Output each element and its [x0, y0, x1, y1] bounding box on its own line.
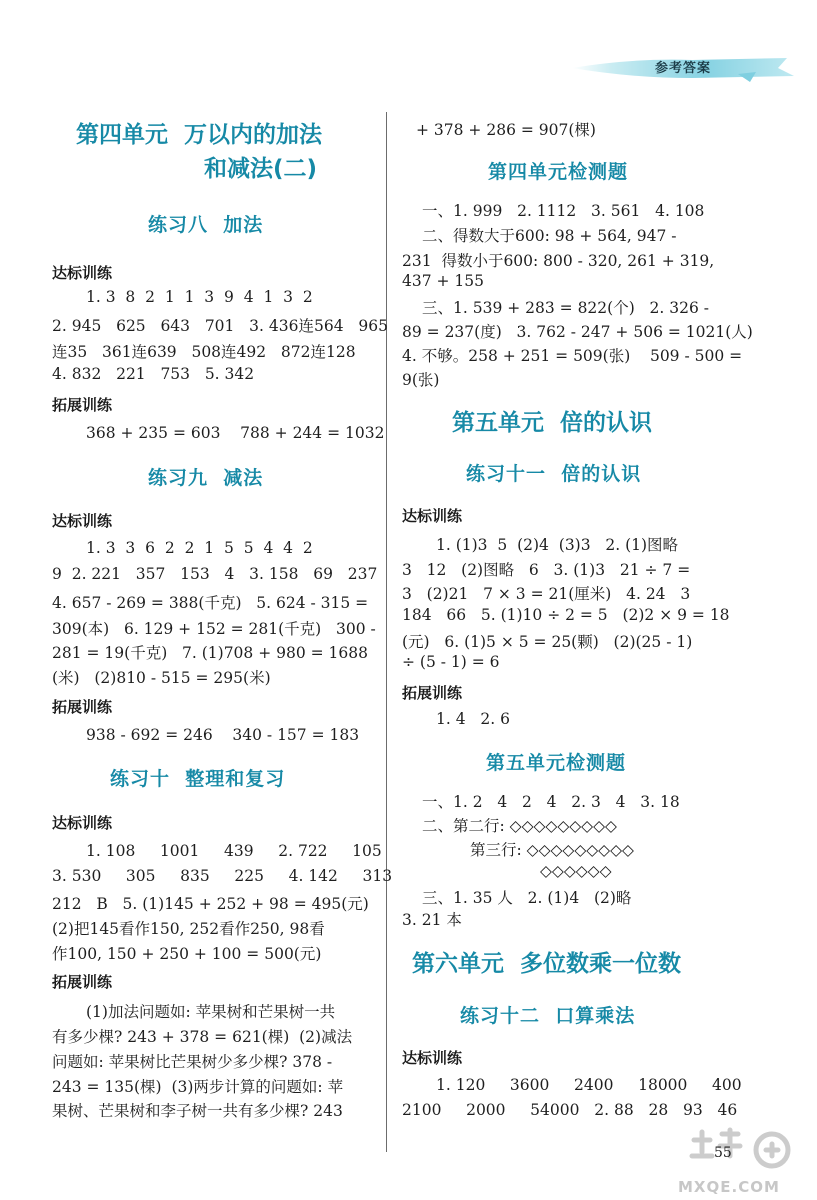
- watermark-url: MXQE.COM: [678, 1178, 780, 1196]
- ex11-basic-line: 3 12 (2)图略 6 3. (1)3 21 ÷ 7 =: [402, 561, 691, 579]
- banner-label: 参考答案: [654, 61, 711, 76]
- ex9-basic-line: 9 2. 221 357 153 4 3. 158 69 237: [52, 565, 378, 583]
- ex10-basic-line: 1. 108 1001 439 2. 722 105: [86, 842, 382, 860]
- ex11-basic-line: ÷ (5 - 1) = 6: [402, 653, 500, 671]
- ex10-basic-line: 作100, 150 + 250 + 100 = 500(元): [52, 945, 322, 963]
- ex11-ext-line: 1. 4 2. 6: [436, 710, 510, 728]
- ex11-title: 练习十一 倍的认识: [466, 463, 642, 485]
- ex8-basic-line: 1. 3 8 2 1 1 3 9 4 1 3 2: [86, 288, 313, 306]
- ex12-basic-line: 2100 2000 54000 2. 88 28 93 46: [402, 1101, 738, 1119]
- ex9-basic-line: 281 = 19(千克) 7. (1)708 + 980 = 1688: [52, 644, 368, 662]
- ex10-basic-line: 212 B 5. (1)145 + 252 + 98 = 495(元): [52, 895, 369, 913]
- unit4-test-line: 一、1. 999 2. 1112 3. 561 4. 108: [422, 202, 705, 220]
- unit5-test-line: 一、1. 2 4 2 4 2. 3 4 3. 18: [422, 793, 680, 811]
- unit5-test-line: 第三行: ◇◇◇◇◇◇◇◇◇: [470, 841, 634, 859]
- ex8-title: 练习八 加法: [148, 214, 264, 236]
- ex9-ext-line: 938 - 692 = 246 340 - 157 = 183: [86, 726, 360, 744]
- ex9-basic-line: 4. 657 - 269 = 388(千克) 5. 624 - 315 =: [52, 594, 369, 612]
- ex8-basic-line: 4. 832 221 753 5. 342: [52, 365, 255, 383]
- ex10-basic-line: (2)把145看作150, 252看作250, 98看: [52, 920, 325, 938]
- unit4-test-line: 89 = 237(度) 3. 762 - 247 + 506 = 1021(人): [402, 323, 753, 341]
- unit4-test-line: 二、得数大于600: 98 + 564, 947 -: [422, 227, 677, 245]
- continuation-line: + 378 + 286 = 907(棵): [416, 121, 596, 139]
- unit4-test-line: 231 得数小于600: 800 - 320, 261 + 319,: [402, 252, 715, 270]
- ex10-ext-line: (1)加法问题如: 苹果树和芒果树一共: [86, 1003, 336, 1021]
- ex9-basic-label: 达标训练: [52, 512, 113, 530]
- ex10-ext-line: 有多少棵? 243 + 378 = 621(棵) (2)减法: [52, 1028, 353, 1046]
- unit4-title-line2: 和减法(二): [204, 156, 318, 182]
- ex9-ext-label: 拓展训练: [52, 698, 113, 716]
- unit4-test-title: 第四单元检测题: [488, 161, 629, 183]
- ex11-basic-label: 达标训练: [402, 507, 463, 525]
- ex8-basic-line: 2. 945 625 643 701 3. 436连564 965: [52, 317, 388, 335]
- ex8-basic-label: 达标训练: [52, 264, 113, 282]
- ex11-basic-line: 3 (2)21 7 × 3 = 21(厘米) 4. 24 3: [402, 585, 691, 603]
- unit5-test-line: ◇◇◇◇◇◇: [540, 862, 612, 880]
- ex11-basic-line: 184 66 5. (1)10 ÷ 2 = 5 (2)2 × 9 = 18: [402, 606, 730, 624]
- ex8-ext-label: 拓展训练: [52, 396, 113, 414]
- ex11-ext-label: 拓展训练: [402, 684, 463, 702]
- ex10-title: 练习十 整理和复习: [110, 768, 286, 790]
- ex12-title: 练习十二 口算乘法: [460, 1005, 636, 1027]
- ex10-ext-line: 果树、芒果树和李子树一共有多少棵? 243: [52, 1102, 343, 1120]
- unit5-test-line: 二、第二行: ◇◇◇◇◇◇◇◇◇: [422, 817, 617, 835]
- unit4-test-line: 9(张): [402, 371, 440, 389]
- unit5-test-title: 第五单元检测题: [486, 752, 627, 774]
- column-divider: [386, 112, 387, 1152]
- unit4-title-line1: 第四单元 万以内的加法: [76, 122, 323, 148]
- ex11-basic-line: 1. (1)3 5 (2)4 (3)3 2. (1)图略: [436, 536, 679, 554]
- ex11-basic-line: (元) 6. (1)5 × 5 = 25(颗) (2)(25 - 1): [402, 633, 693, 651]
- ex10-basic-label: 达标训练: [52, 814, 113, 832]
- unit6-title: 第六单元 多位数乘一位数: [412, 951, 682, 977]
- ex9-basic-line: 309(本) 6. 129 + 152 = 281(千克) 300 -: [52, 620, 376, 638]
- ex8-ext-line: 368 + 235 = 603 788 + 244 = 1032: [86, 424, 385, 442]
- ex9-basic-line: 1. 3 3 6 2 2 1 5 5 4 4 2: [86, 539, 313, 557]
- ex12-basic-label: 达标训练: [402, 1049, 463, 1067]
- ex10-ext-label: 拓展训练: [52, 973, 113, 991]
- unit5-test-line: 三、1. 35 人 2. (1)4 (2)略: [422, 889, 632, 907]
- ex9-title: 练习九 减法: [148, 467, 264, 489]
- ex10-ext-line: 问题如: 苹果树比芒果树少多少棵? 378 -: [52, 1053, 333, 1071]
- unit5-test-line: 3. 21 本: [402, 911, 462, 929]
- unit4-test-line: 三、1. 539 + 283 = 822(个) 2. 326 -: [422, 299, 709, 317]
- header-banner: [572, 52, 794, 82]
- ex12-basic-line: 1. 120 3600 2400 18000 400: [436, 1076, 742, 1094]
- page-number: 55: [714, 1145, 732, 1161]
- ex10-ext-line: 243 = 135(棵) (3)两步计算的问题如: 苹: [52, 1078, 344, 1096]
- unit4-test-line: 4. 不够。258 + 251 = 509(张) 509 - 500 =: [402, 347, 743, 365]
- ex10-basic-line: 3. 530 305 835 225 4. 142 313: [52, 867, 393, 885]
- ex9-basic-line: (米) (2)810 - 515 = 295(米): [52, 669, 271, 687]
- unit4-test-line: 437 + 155: [402, 272, 485, 290]
- ex8-basic-line: 连35 361连639 508连492 872连128: [52, 343, 356, 361]
- unit5-title: 第五单元 倍的认识: [452, 410, 653, 436]
